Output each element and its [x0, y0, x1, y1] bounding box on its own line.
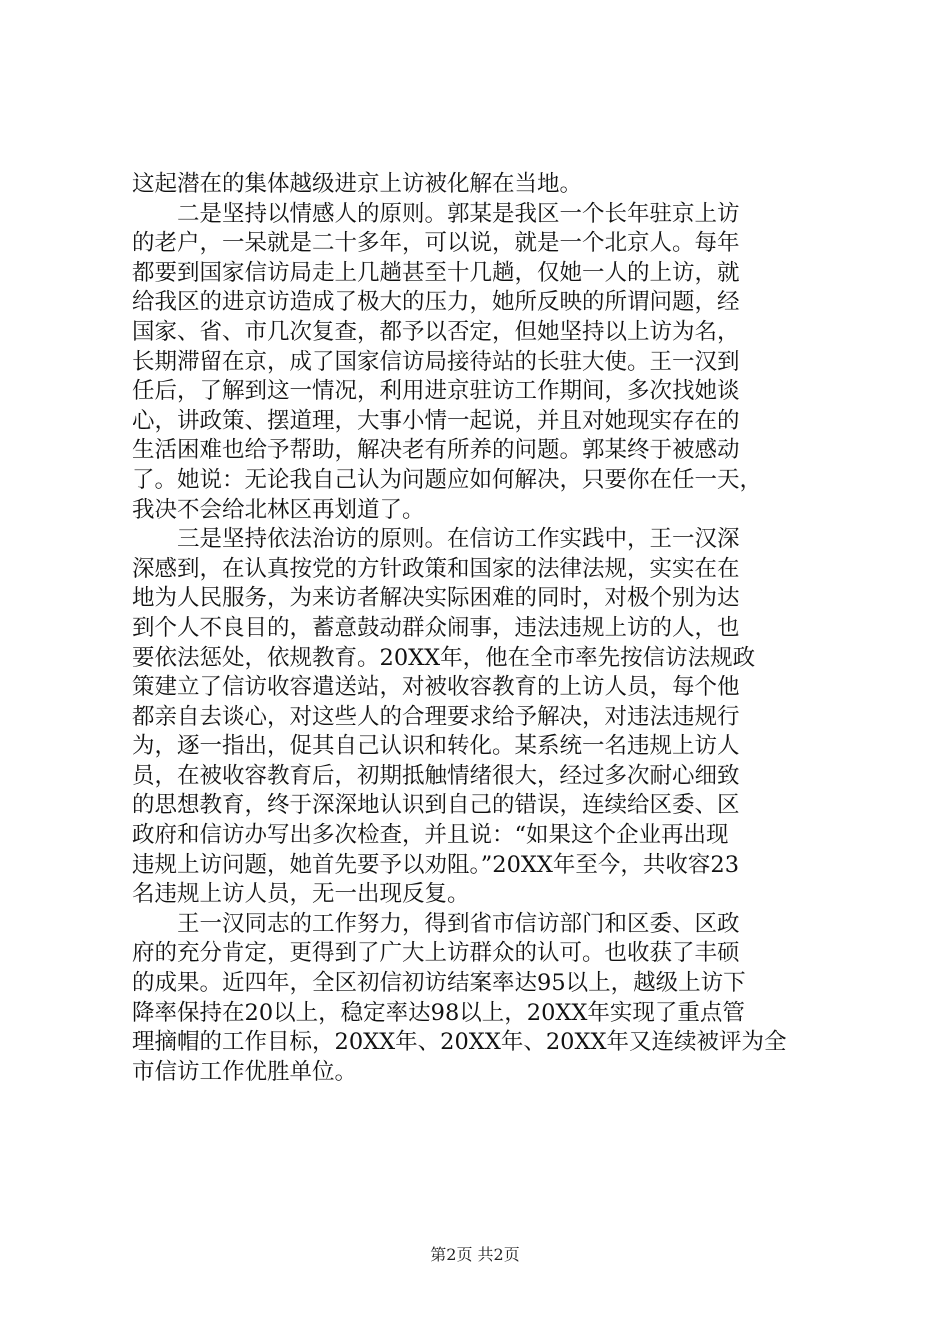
text-line: 的成果。近四年，全区初信初访结案率达95以上，越级上访下	[132, 970, 746, 997]
text-line: 了。她说：无论我自己认为问题应如何解决，只要你在任一天，	[132, 466, 763, 493]
page-indicator: 第2页 共2页	[430, 1245, 520, 1264]
text-line: 我决不会给北林区再划道了。	[132, 496, 425, 523]
text-line: 深感到，在认真按党的方针政策和国家的法律法规，实实在在	[132, 555, 740, 582]
text-line: 三是坚持依法治访的原则。在信访工作实践中，王一汉深	[132, 526, 740, 553]
page-footer	[0, 1245, 950, 1265]
text-line: 要依法惩处，依规教育。20XX年，他在全市率先按信访法规政	[132, 644, 756, 671]
text-line: 政府和信访办写出多次检查，并且说：“如果这个企业再出现	[132, 822, 729, 849]
text-line: 都亲自去谈心，对这些人的合理要求给予解决，对违法违规行	[132, 703, 740, 730]
text-line: 任后，了解到这一情况，利用进京驻访工作期间，多次找她谈	[132, 378, 740, 405]
text-line: 违规上访问题，她首先要予以劝阻。”20XX年至今，共收容23	[132, 851, 740, 878]
text-line: 的思想教育，终于深深地认识到自己的错误，连续给区委、区	[132, 792, 740, 819]
text-line: 策建立了信访收容遣送站，对被收容教育的上访人员，每个他	[132, 674, 740, 701]
text-line: 王一汉同志的工作努力，得到省市信访部门和区委、区政	[132, 910, 740, 937]
text-line: 理摘帽的工作目标，20XX年、20XX年、20XX年又连续被评为全	[132, 1029, 787, 1056]
text-line: 员，在被收容教育后，初期抵触情绪很大，经过多次耐心细致	[132, 762, 740, 789]
text-line: 国家、省、市几次复查，都予以否定，但她坚持以上访为名，	[132, 318, 740, 345]
text-line: 长期滞留在京，成了国家信访局接待站的长驻大使。王一汉到	[132, 348, 740, 375]
text-line: 市信访工作优胜单位。	[132, 1058, 358, 1085]
text-line: 都要到国家信访局走上几趟甚至十几趟，仅她一人的上访，就	[132, 259, 740, 286]
text-line: 府的充分肯定，更得到了广大上访群众的认可。也收获了丰硕	[132, 940, 740, 967]
text-line: 到个人不良目的，蓄意鼓动群众闹事，违法违规上访的人，也	[132, 614, 740, 641]
text-line: 的老户，一呆就是二十多年，可以说，就是一个北京人。每年	[132, 230, 740, 257]
text-line: 心，讲政策、摆道理，大事小情一起说，并且对她现实存在的	[132, 407, 740, 434]
text-line: 二是坚持以情感人的原则。郭某是我区一个长年驻京上访	[132, 200, 740, 227]
text-line: 这起潜在的集体越级进京上访被化解在当地。	[132, 171, 583, 197]
text-line: 地为人民服务，为来访者解决实际困难的同时，对极个别为达	[132, 585, 740, 612]
text-line: 降率保持在20以上，稳定率达98以上，20XX年实现了重点管	[132, 999, 745, 1026]
document-body	[132, 170, 832, 1087]
text-line: 给我区的进京访造成了极大的压力，她所反映的所谓问题，经	[132, 289, 740, 316]
text-line: 为，逐一指出，促其自己认识和转化。某系统一名违规上访人	[132, 733, 740, 760]
text-line: 生活困难也给予帮助，解决老有所养的问题。郭某终于被感动	[132, 437, 740, 464]
text-line: 名违规上访人员，无一出现反复。	[132, 881, 470, 908]
